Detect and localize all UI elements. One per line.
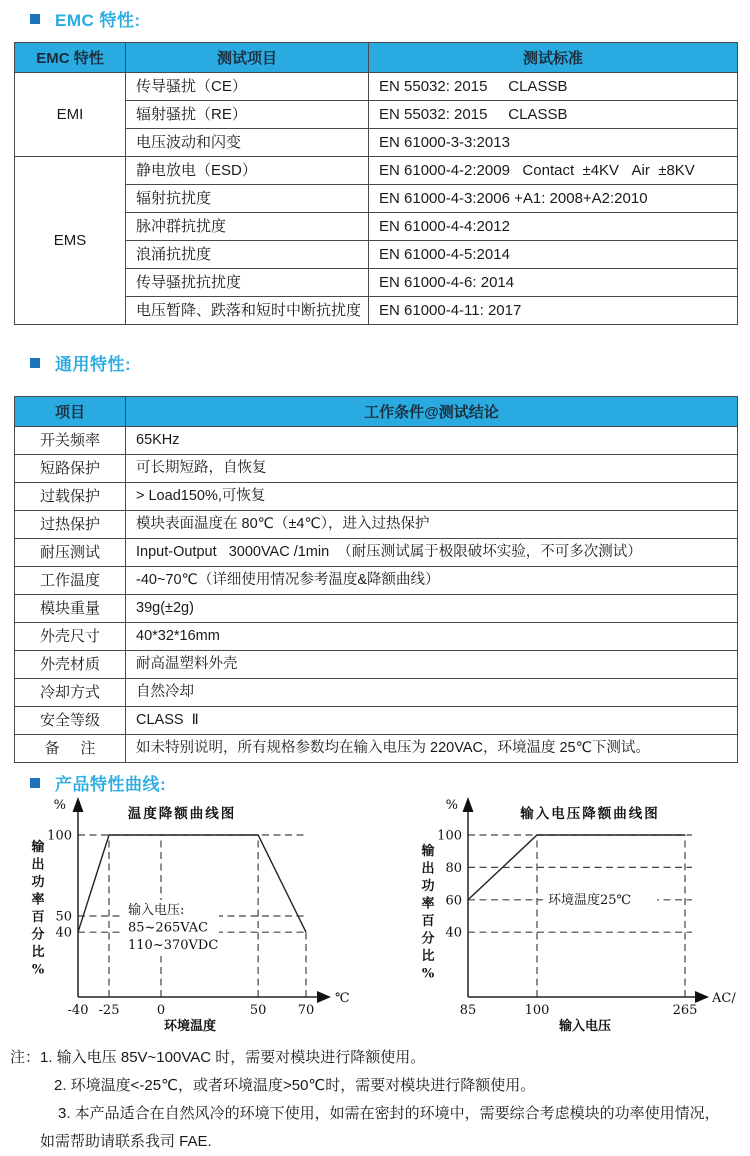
test-item: 辐射抗扰度 <box>126 185 369 213</box>
test-item: 浪涌抗扰度 <box>126 241 369 269</box>
param-label: 过热保护 <box>15 511 126 539</box>
svg-text:100: 100 <box>437 828 462 844</box>
gen-header-item: 项目 <box>15 397 126 427</box>
svg-text:输入电压降额曲线图: 输入电压降额曲线图 <box>520 806 660 822</box>
footnotes <box>8 1044 746 1156</box>
svg-text:率: 率 <box>31 892 45 908</box>
input-voltage-derating-chart <box>410 795 750 1045</box>
svg-text:%: % <box>421 966 435 982</box>
table-row <box>15 157 738 185</box>
emc-header-feature: EMC 特性 <box>15 43 126 73</box>
table-row <box>15 483 738 511</box>
svg-text:环境温度25℃: 环境温度25℃ <box>548 893 632 908</box>
table-row <box>15 427 738 455</box>
svg-text:温度降额曲线图: 温度降额曲线图 <box>127 806 237 822</box>
test-standard: EN 61000-4-11: 2017 <box>369 297 738 325</box>
test-standard: EN 61000-3-3:2013 <box>369 129 738 157</box>
svg-text:50: 50 <box>55 909 72 925</box>
svg-text:比: 比 <box>31 945 45 960</box>
test-standard: EN 55032: 2015 CLASSB <box>369 101 738 129</box>
svg-text:50: 50 <box>249 1003 267 1018</box>
note-line: 2. 环境温度<-25℃，或者环境温度>50℃时，需要对模块进行降额使用。 <box>54 1077 536 1094</box>
test-item: 传导骚扰抗扰度 <box>126 269 369 297</box>
param-value: 65KHz <box>126 427 738 455</box>
table-row <box>15 539 738 567</box>
test-item: 脉冲群抗扰度 <box>126 213 369 241</box>
param-label: 短路保护 <box>15 455 126 483</box>
svg-text:100: 100 <box>47 828 72 844</box>
param-value: 模块表面温度在 80℃（±4℃），进入过热保护 <box>126 511 738 539</box>
svg-text:265: 265 <box>672 1003 698 1018</box>
svg-text:出: 出 <box>31 857 45 873</box>
section-title-text: 通用特性: <box>55 355 132 374</box>
test-item: 电压波动和闪变 <box>126 129 369 157</box>
svg-text:分: 分 <box>421 931 435 947</box>
svg-text:率: 率 <box>421 896 435 912</box>
param-value: 如未特别说明，所有规格参数均在输入电压为 220VAC，环境温度 25℃下测试。 <box>126 735 738 763</box>
general-table <box>14 396 738 763</box>
test-standard: EN 61000-4-6: 2014 <box>369 269 738 297</box>
emc-table-header-row <box>15 43 738 73</box>
svg-text:分: 分 <box>31 927 45 943</box>
svg-text:85~265VAC: 85~265VAC <box>128 920 209 936</box>
test-standard: EN 61000-4-3:2006 +A1: 2008+A2:2010 <box>369 185 738 213</box>
emc-group-ems: EMS <box>15 157 126 325</box>
svg-text:输: 输 <box>31 840 45 855</box>
svg-text:40: 40 <box>55 925 72 941</box>
svg-text:输: 输 <box>421 844 435 859</box>
test-standard: EN 61000-4-2:2009 Contact ±4KV Air ±8KV <box>369 157 738 185</box>
test-standard: EN 61000-4-5:2014 <box>369 241 738 269</box>
table-row <box>15 595 738 623</box>
svg-text:-25: -25 <box>98 1003 120 1018</box>
svg-text:百: 百 <box>421 914 435 929</box>
param-value: 耐高温塑料外壳 <box>126 651 738 679</box>
test-standard: EN 61000-4-4:2012 <box>369 213 738 241</box>
svg-text:70: 70 <box>297 1003 315 1018</box>
section-general-title <box>30 350 131 375</box>
param-label: 安全等级 <box>15 707 126 735</box>
param-value: 可长期短路，自恢复 <box>126 455 738 483</box>
svg-text:85: 85 <box>459 1003 477 1018</box>
svg-text:环境温度: 环境温度 <box>163 1019 217 1034</box>
param-value: 39g(±2g) <box>126 595 738 623</box>
param-value: -40~70℃（详细使用情况参考温度&降额曲线） <box>126 567 738 595</box>
section-title-text: 产品特性曲线: <box>55 775 167 794</box>
table-row <box>15 679 738 707</box>
svg-text:功: 功 <box>421 879 435 894</box>
svg-text:%: % <box>53 798 66 813</box>
param-value: > Load150%,可恢复 <box>126 483 738 511</box>
svg-text:%: % <box>445 798 458 813</box>
square-bullet-icon <box>30 358 40 368</box>
svg-text:功: 功 <box>31 875 45 890</box>
param-label: 外壳尺寸 <box>15 623 126 651</box>
svg-text:0: 0 <box>156 1003 166 1018</box>
section-emc-title <box>30 6 141 31</box>
svg-text:110~370VDC: 110~370VDC <box>128 938 219 953</box>
svg-text:输入电压: 输入电压 <box>558 1019 612 1034</box>
general-table-header-row <box>15 397 738 427</box>
gen-header-condition: 工作条件@测试结论 <box>126 397 738 427</box>
svg-text:℃: ℃ <box>335 991 350 1006</box>
test-item: 辐射骚扰（RE） <box>126 101 369 129</box>
param-label: 冷却方式 <box>15 679 126 707</box>
square-bullet-icon <box>30 14 40 24</box>
param-label: 备 注 <box>15 735 126 763</box>
param-label: 模块重量 <box>15 595 126 623</box>
param-label: 工作温度 <box>15 567 126 595</box>
table-row <box>15 735 738 763</box>
svg-text:出: 出 <box>421 861 435 877</box>
table-row <box>15 623 738 651</box>
table-row <box>15 455 738 483</box>
svg-text:100: 100 <box>524 1003 550 1018</box>
svg-text:60: 60 <box>445 893 462 909</box>
param-label: 耐压测试 <box>15 539 126 567</box>
param-value: CLASS Ⅱ <box>126 707 738 735</box>
table-row <box>15 511 738 539</box>
emc-group-emi: EMI <box>15 73 126 157</box>
param-label: 开关频率 <box>15 427 126 455</box>
test-item: 电压暂降、跌落和短时中断抗扰度 <box>126 297 369 325</box>
svg-text:40: 40 <box>445 925 462 941</box>
emc-header-standard: 测试标准 <box>369 43 738 73</box>
test-item: 静电放电（ESD） <box>126 157 369 185</box>
emc-table <box>14 42 738 325</box>
param-value: Input-Output 3000VAC /1min （耐压测试属于极限破坏实验，不可多次测试） <box>126 539 738 567</box>
table-row <box>15 567 738 595</box>
square-bullet-icon <box>30 778 40 788</box>
svg-text:80: 80 <box>445 860 462 876</box>
param-value: 自然冷却 <box>126 679 738 707</box>
section-title-text: EMC 特性: <box>55 11 141 30</box>
param-value: 40*32*16mm <box>126 623 738 651</box>
param-label: 外壳材质 <box>15 651 126 679</box>
section-curves-title <box>30 770 166 795</box>
emc-header-item: 测试项目 <box>126 43 369 73</box>
svg-text:-40: -40 <box>67 1003 89 1018</box>
param-label: 过载保护 <box>15 483 126 511</box>
note-line: 注：1. 输入电压 85V~100VAC 时，需要对模块进行降额使用。 <box>10 1049 426 1066</box>
note-line: 如需帮助请联系我司 FAE. <box>40 1133 212 1150</box>
note-line: 3. 本产品适合在自然风冷的环境下使用，如需在密封的环境中，需要综合考虑模块的功率使用情况， <box>58 1105 720 1122</box>
temperature-derating-chart <box>30 795 390 1045</box>
table-row <box>15 707 738 735</box>
test-item: 传导骚扰（CE） <box>126 73 369 101</box>
test-standard: EN 55032: 2015 CLASSB <box>369 73 738 101</box>
svg-text:百: 百 <box>31 910 45 925</box>
table-row <box>15 73 738 101</box>
svg-text:输入电压:: 输入电压: <box>128 903 185 918</box>
table-row <box>15 651 738 679</box>
svg-text:AC/: AC/ <box>712 991 736 1006</box>
svg-text:%: % <box>31 962 45 978</box>
svg-text:比: 比 <box>421 949 435 964</box>
